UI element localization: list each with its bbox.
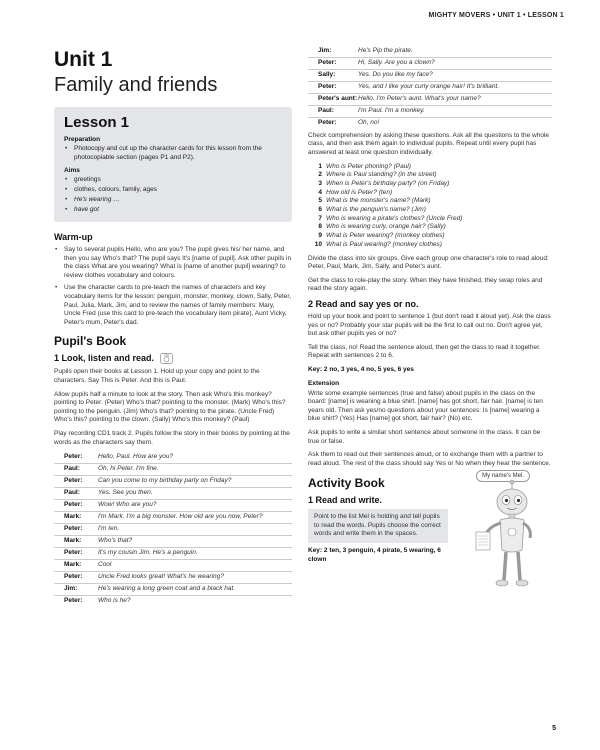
speech-text: It's my cousin Jim. He's a penguin. bbox=[98, 549, 198, 557]
script-line bbox=[308, 69, 552, 81]
question-text: What is the monster's name? (Mark) bbox=[326, 197, 431, 205]
question-number: 7 bbox=[318, 214, 322, 222]
pupils-book-title: Pupil's Book bbox=[54, 334, 127, 349]
question-number: 8 bbox=[318, 223, 322, 231]
unit-title: Unit 1 bbox=[54, 48, 113, 71]
aims-label: Aims bbox=[64, 167, 80, 174]
question-text: What is Peter wearing? (monkey clothes) bbox=[326, 232, 445, 240]
paragraph: Check comprehension by asking these questions. Ask all the questions to the whole class, and then ask them again to individual pupils. Repeat until every pupil has answered at least one question individually. bbox=[308, 131, 550, 156]
question-number: 9 bbox=[318, 232, 322, 240]
speech-text: Yes. Do you like my face? bbox=[358, 71, 433, 79]
lesson-title: Lesson 1 bbox=[64, 114, 130, 131]
paragraph: Ask pupils to write a similar short sentence about someone in the class. It can be true or false. bbox=[308, 428, 541, 445]
speech-text: Hello, Paul. How are you? bbox=[98, 453, 174, 461]
question-text: Who is wearing curly, orange hair? (Sally) bbox=[326, 223, 446, 231]
activity-book-section bbox=[308, 473, 552, 564]
page-number: 5 bbox=[552, 725, 556, 732]
speaker-name: Mark: bbox=[64, 561, 82, 569]
answer-key: Key: 2 no, 3 yes, 4 no, 5 yes, 6 yes bbox=[308, 365, 414, 373]
story-script-continued bbox=[308, 46, 552, 129]
script-line bbox=[54, 475, 292, 487]
story-script bbox=[54, 452, 292, 607]
speaker-name: Peter: bbox=[64, 525, 83, 533]
question-item bbox=[308, 180, 552, 189]
paragraph: Tell the class, no! Read the sentence aloud, then get the class to read it together. Repeat with sentences 2 to 6. bbox=[308, 343, 541, 360]
cd-audio-icon bbox=[160, 353, 173, 364]
speaker-name: Jim: bbox=[64, 585, 78, 593]
speaker-name: Paul: bbox=[64, 465, 80, 473]
speech-text: I'm Paul. I'm a monkey. bbox=[358, 107, 425, 115]
speech-bubble: My name's Mel. bbox=[476, 470, 530, 482]
script-line bbox=[308, 105, 552, 117]
activity-exercise-1-title: 1 Read and write. bbox=[308, 495, 383, 506]
question-item bbox=[308, 215, 552, 224]
paragraph: Get the class to role-play the story. When they have finished, they swap roles and read the story again. bbox=[308, 276, 543, 293]
running-header: MIGHTY MOVERS • UNIT 1 • LESSON 1 bbox=[428, 12, 564, 19]
question-text: How old is Peter? (ten) bbox=[326, 188, 393, 196]
speaker-name: Peter: bbox=[318, 119, 337, 126]
speaker-name: Peter: bbox=[64, 597, 83, 605]
speaker-name: Sally: bbox=[318, 71, 336, 79]
speech-text: Yes. See you then. bbox=[98, 489, 153, 497]
question-item bbox=[308, 241, 552, 250]
script-line bbox=[308, 57, 552, 69]
question-text: When is Peter's birthday party? (on Friday) bbox=[326, 179, 450, 187]
svg-text:CD1: CD1 bbox=[163, 354, 169, 358]
lesson-box bbox=[54, 107, 292, 222]
speaker-name: Peter's aunt: bbox=[318, 95, 358, 103]
robot-mel-illustration bbox=[460, 476, 548, 596]
script-line bbox=[54, 571, 292, 583]
script-line bbox=[308, 81, 552, 93]
speech-text: Hello. I'm Peter's aunt. What's your name? bbox=[358, 95, 481, 103]
preparation-label: Preparation bbox=[64, 136, 101, 143]
question-number: 5 bbox=[318, 197, 322, 205]
list-item: • clothes, colours, family, ages bbox=[64, 186, 282, 195]
question-number: 10 bbox=[314, 240, 322, 248]
speech-text: He's Pip the pirate. bbox=[358, 47, 413, 55]
speaker-name: Jim: bbox=[318, 47, 332, 55]
exercise-1-title bbox=[54, 353, 292, 364]
preparation-list bbox=[64, 145, 282, 162]
left-column bbox=[54, 48, 292, 610]
paragraph: Play recording CD1 track 2. Pupils follow the story in their books by pointing at the words as the characters say them. bbox=[54, 430, 290, 446]
question-number: 2 bbox=[318, 171, 322, 179]
question-number: 1 bbox=[318, 162, 322, 170]
exercise-2-title: 2 Read and say yes or no. bbox=[308, 298, 419, 309]
exercise-1-label: 1 Look, listen and read. bbox=[54, 353, 155, 364]
speech-text: Oh, hi Peter. I'm fine. bbox=[98, 465, 159, 473]
paragraph: Point to the list Mel is holding and tell pupils to read the words. Pupils choose the correct words and write them in the spaces. bbox=[314, 513, 441, 538]
speech-text: I'm ten. bbox=[98, 525, 120, 533]
speech-text: Uncle Fred looks great! What's he wearing? bbox=[98, 573, 224, 581]
question-item bbox=[308, 206, 552, 215]
script-line bbox=[54, 523, 292, 535]
right-column bbox=[308, 48, 552, 569]
unit-subtitle: Family and friends bbox=[54, 74, 218, 96]
speaker-name: Paul: bbox=[64, 489, 80, 497]
paragraph: Pupils open their books at Lesson 1. Hold up your copy and point to the characters. Say This is Peter. And this is Paul. bbox=[54, 368, 260, 385]
warmup-list bbox=[54, 246, 292, 327]
question-text: What is the penguin's name? (Jim) bbox=[326, 206, 426, 214]
list-item: • greetings bbox=[64, 176, 282, 185]
speaker-name: Peter: bbox=[64, 477, 83, 485]
activity-instructions-box bbox=[308, 509, 448, 543]
aims-list bbox=[64, 176, 282, 215]
question-item bbox=[308, 189, 552, 198]
question-number: 6 bbox=[318, 206, 322, 214]
comprehension-questions bbox=[308, 163, 552, 250]
question-text: Who is wearing a pirate's clothes? (Uncle Fred) bbox=[326, 214, 463, 222]
script-line bbox=[54, 452, 292, 463]
speaker-name: Peter: bbox=[64, 549, 83, 557]
speaker-name: Peter: bbox=[318, 83, 337, 91]
speech-text: He's wearing a long green coat and a black hat. bbox=[98, 585, 236, 593]
speaker-name: Peter: bbox=[64, 573, 83, 581]
speaker-name: Peter: bbox=[64, 453, 83, 461]
speaker-name: Peter: bbox=[318, 59, 337, 67]
warmup-title: Warm-up bbox=[54, 232, 93, 242]
question-number: 4 bbox=[318, 188, 322, 196]
paragraph: Hold up your book and point to sentence 1 (but don't read it aloud yet). Ask the class yes or no? Probably your star pupils will be the first to call out no. Don't agree yet, but ask other pupils yes or no? bbox=[308, 312, 551, 338]
list-item: • Photocopy and cut up the character cards for this lesson from the photocopiable section (pages P1 and P2). bbox=[64, 145, 282, 162]
paragraph: Allow pupils half a minute to look at the story. Then ask Who's this monkey? pointing to Peter. (Peter) Who's that? pointing to the monster. (Mark) Who's this? pointing to the penguin. (Jim) Who's that? pointing to the pirate. (Uncle Fred) Who's this? pointing to the clown. (Sally) Who's this monkey? (Paul) bbox=[54, 390, 286, 424]
question-item bbox=[308, 171, 552, 180]
speech-text: Oh, no! bbox=[358, 119, 380, 126]
paragraph: Ask them to read out their sentences aloud, or to exchange them with a partner to read aloud. The rest of the class should say Yes or No when they hear the sentence. bbox=[308, 451, 551, 467]
speech-text: Yes, and I like your curly orange hair! It's brilliant. bbox=[358, 83, 500, 91]
list-item: • Use the character cards to pre-teach the names of characters and key vocabulary items for the lesson: penguin, monster, monkey, clown, Sally, Peter, Paul, Julia, Mark, Jim, and to review the names of family members: Mary, Uncle Fred (use this card to pre-teach the vocabulary item pirate), Aunt Vicky, Peter's mum, Peter's dad. bbox=[54, 284, 292, 327]
question-item bbox=[308, 223, 552, 232]
script-line bbox=[54, 547, 292, 559]
speaker-name: Mark: bbox=[64, 513, 82, 521]
extension-label: Extension bbox=[308, 379, 340, 387]
script-line bbox=[54, 487, 292, 499]
list-item: • have got bbox=[64, 206, 282, 215]
speech-text: Cool bbox=[98, 561, 112, 569]
paragraph: Write some example sentences (true and false) about pupils in the class on the board: [name] is weaning a blue shirt. [name] has got short, fair hair. [name] is ten years old. Then ask yes/no questions about your sentences: Is [name] wearing a blue shirt? (Yes) Has [name] got short, fair hair? (No) etc. bbox=[308, 389, 543, 423]
speech-text: Who's that? bbox=[98, 537, 133, 545]
speech-text: Wow! Who are you? bbox=[98, 501, 157, 509]
speaker-name: Mark: bbox=[64, 537, 82, 545]
speech-text: Hi, Sally. Are you a clown? bbox=[358, 59, 435, 67]
script-line bbox=[54, 511, 292, 523]
list-item: • Say to several pupils Hello, who are you? The pupil gives his/ her name, and then you say Who's that? The pupil says It's [name of pupil]. Ask other pupils in the class What are you wearing? What is [name of another pupil] wearing? to review clothes vocabulary and colours. bbox=[54, 246, 292, 280]
question-item bbox=[308, 197, 552, 206]
speaker-name: Peter: bbox=[64, 501, 83, 509]
question-text: Where is Paul standing? (in the street) bbox=[326, 171, 437, 179]
script-line bbox=[308, 117, 552, 129]
question-item bbox=[308, 163, 552, 172]
speech-text: I'm Mark. I'm a big monster. How old are you now, Peter? bbox=[98, 513, 263, 521]
script-line bbox=[54, 595, 292, 607]
script-line bbox=[308, 93, 552, 105]
script-line bbox=[54, 559, 292, 571]
question-text: What is Paul wearing? (monkey clothes) bbox=[326, 240, 442, 248]
question-item bbox=[308, 232, 552, 241]
activity-book-title: Activity Book bbox=[308, 476, 385, 491]
script-line bbox=[54, 535, 292, 547]
script-line bbox=[54, 583, 292, 595]
list-item: • He's wearing … bbox=[64, 196, 282, 205]
script-line bbox=[308, 46, 552, 57]
script-line bbox=[54, 499, 292, 511]
speech-text: Can you come to my birthday party on Friday? bbox=[98, 477, 232, 485]
script-line bbox=[54, 463, 292, 475]
speaker-name: Paul: bbox=[318, 107, 334, 115]
question-text: Who is Peter phoning? (Paul) bbox=[326, 162, 411, 170]
activity-answer-key: Key: 2 ten, 3 penguin, 4 pirate, 5 wearing, 6 clown bbox=[308, 547, 441, 563]
speech-text: Who is he? bbox=[98, 597, 131, 605]
paragraph: Divide the class into six groups. Give each group one character's role to read aloud: Peter, Paul, Mark, Jim, Sally, and Peter's aunt. bbox=[308, 254, 549, 271]
question-number: 3 bbox=[318, 179, 322, 187]
